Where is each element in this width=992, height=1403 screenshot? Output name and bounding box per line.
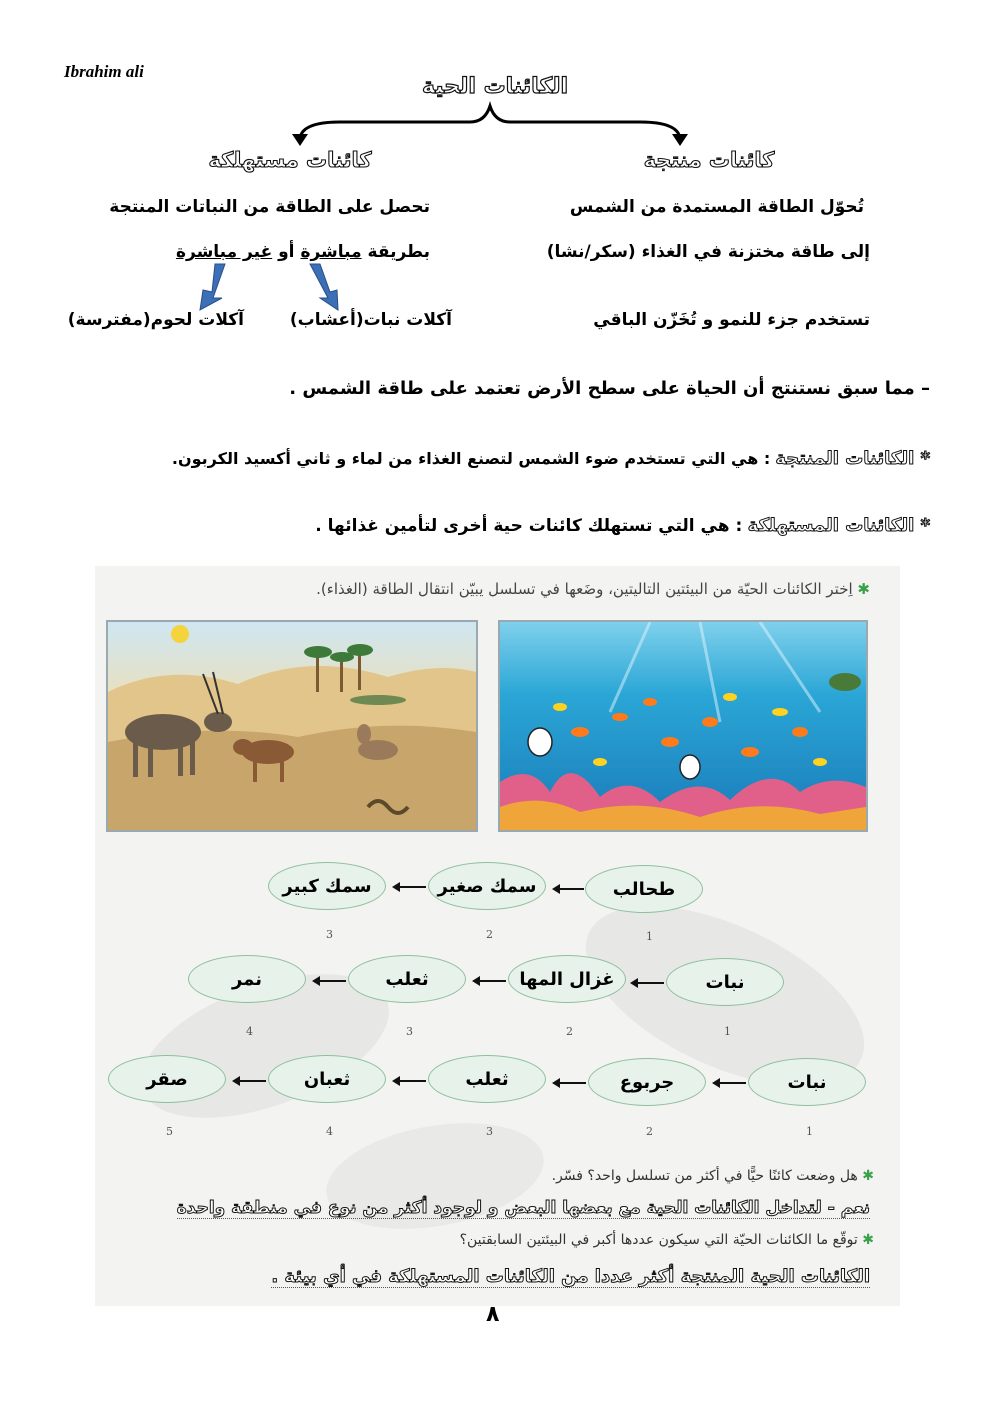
producers-heading: كائنات منتجة <box>643 148 775 172</box>
chain1-node-1: طحالب <box>585 865 703 913</box>
indirect-label: غير مباشرة <box>175 242 273 262</box>
chain3-node-2: جربوع <box>588 1058 706 1106</box>
consumers-term: * الكائنات المستهلكة <box>747 515 930 536</box>
producers-term: * الكائنات المنتجة <box>775 448 930 469</box>
activity-instruction: ✱ اِختر الكائنات الحيّة من البيئتين التاليتين، وضَعها في تسلسل يبيّن انتقال الطاقة (الغذاء). <box>316 580 870 598</box>
consumers-line-1: تحصل على الطاقة من النباتات المنتجة <box>109 197 430 217</box>
or-label: أو <box>278 242 295 262</box>
question-2: ✱ توقّع ما الكائنات الحيّة التي سيكون عددها أكبر في البيئتين السابقتين؟ <box>459 1232 874 1248</box>
chain2-num-2: 2 <box>566 1025 573 1038</box>
chain1-node-3: سمك كبير <box>268 862 386 910</box>
desert-scene-drawing <box>108 622 476 830</box>
ocean-scene-drawing <box>500 622 866 830</box>
chain3-arrow-2 <box>558 1082 586 1084</box>
producers-definition <box>172 448 930 469</box>
producers-def-text: : هي التي تستخدم ضوء الشمس لتصنع الغذاء من لماء و ثاني أكسيد الكربون. <box>171 449 771 468</box>
question-1: ✱ هل وضعت كائنًا حيًّا في أكثر من تسلسل واحد؟ فسّر. <box>551 1168 874 1184</box>
producers-line-3: تستخدم جزء للنمو و تُخَزّن الباقي <box>593 310 870 330</box>
page-number: ٨ <box>486 1302 500 1327</box>
chain3-num-1: 1 <box>806 1125 813 1138</box>
chain1-arrow-2 <box>398 886 426 888</box>
chain2-num-1: 1 <box>724 1025 731 1038</box>
chain3-arrow-1 <box>718 1082 746 1084</box>
chain1-num-1: 1 <box>646 930 653 943</box>
chain2-arrow-3 <box>318 980 346 982</box>
author-name: Ibrahim ali <box>64 62 144 81</box>
chain3-arrow-4 <box>238 1080 266 1082</box>
chain2-arrow-2 <box>478 980 506 982</box>
instruction-text: اِختر الكائنات الحيّة من البيئتين التاليتين، وضَعها في تسلسل يبيّن انتقال الطاقة (الغذاء). <box>316 580 853 598</box>
desert-scene-image <box>106 620 478 832</box>
producers-line-1: تُحوّل الطاقة المستمدة من الشمس <box>569 197 864 217</box>
chain1-num-2: 2 <box>486 928 493 941</box>
conclusion-text: – مما سبق نستنتج أن الحياة على سطح الأرض تعتمد على طاقة الشمس . <box>289 378 930 399</box>
chain1-arrow-1 <box>558 888 584 890</box>
consumers-def-text: : هي التي تستهلك كائنات حية أخرى لتأمين غذائها . <box>315 516 743 536</box>
chain1-node-2: سمك صغير <box>428 862 546 910</box>
chain2-node-4: نمر <box>188 955 306 1003</box>
chain3-node-3: ثعلب <box>428 1055 546 1103</box>
chain2-num-3: 3 <box>406 1025 413 1038</box>
producers-line-2: إلى طاقة مختزنة في الغذاء (سكر/نشا) <box>546 242 870 262</box>
answer-1: نعم - لتداخل الكائنات الحية مع بعضها البعض و لوجود أكثر من نوع في منطقة واحدة <box>176 1198 870 1218</box>
consumers-definition <box>315 515 930 536</box>
answer-2: الكائنات الحية المنتجة أكثر عددا من الكائنات المستهلكة في أي بيئة . <box>271 1266 870 1287</box>
consumers-heading: كائنات مستهلكة <box>208 148 372 172</box>
chain3-node-1: نبات <box>748 1058 866 1106</box>
chain3-num-2: 2 <box>646 1125 653 1138</box>
chain2-node-1: نبات <box>666 958 784 1006</box>
chain2-node-3: ثعلب <box>348 955 466 1003</box>
chain2-arrow-1 <box>636 982 664 984</box>
chain3-arrow-3 <box>398 1080 426 1082</box>
blue-arrows <box>170 262 370 312</box>
question-2-text: توقّع ما الكائنات الحيّة التي سيكون عددها أكبر في البيئتين السابقتين؟ <box>459 1232 858 1248</box>
herbivores-label: آكلات نبات(أعشاب) <box>289 310 452 330</box>
chain3-num-4: 4 <box>326 1125 333 1138</box>
consumers-way-label: بطريقة <box>367 242 430 262</box>
chain2-node-2: غزال المها <box>508 955 626 1003</box>
consumers-line-2 <box>176 242 430 262</box>
question-1-text: هل وضعت كائنًا حيًّا في أكثر من تسلسل واحد؟ فسّر. <box>551 1168 858 1184</box>
brace-arrows <box>280 100 700 150</box>
chain3-node-4: ثعبان <box>268 1055 386 1103</box>
direct-label: مباشرة <box>300 242 362 262</box>
chain1-num-3: 3 <box>326 928 333 941</box>
page-title: الكائنات الحية <box>421 74 569 99</box>
chain3-node-5: صقر <box>108 1055 226 1103</box>
carnivores-label: آكلات لحوم(مفترسة) <box>67 310 244 330</box>
chain3-num-3: 3 <box>486 1125 493 1138</box>
chain2-num-4: 4 <box>246 1025 253 1038</box>
ocean-scene-image <box>498 620 868 832</box>
chain3-num-5: 5 <box>166 1125 173 1138</box>
